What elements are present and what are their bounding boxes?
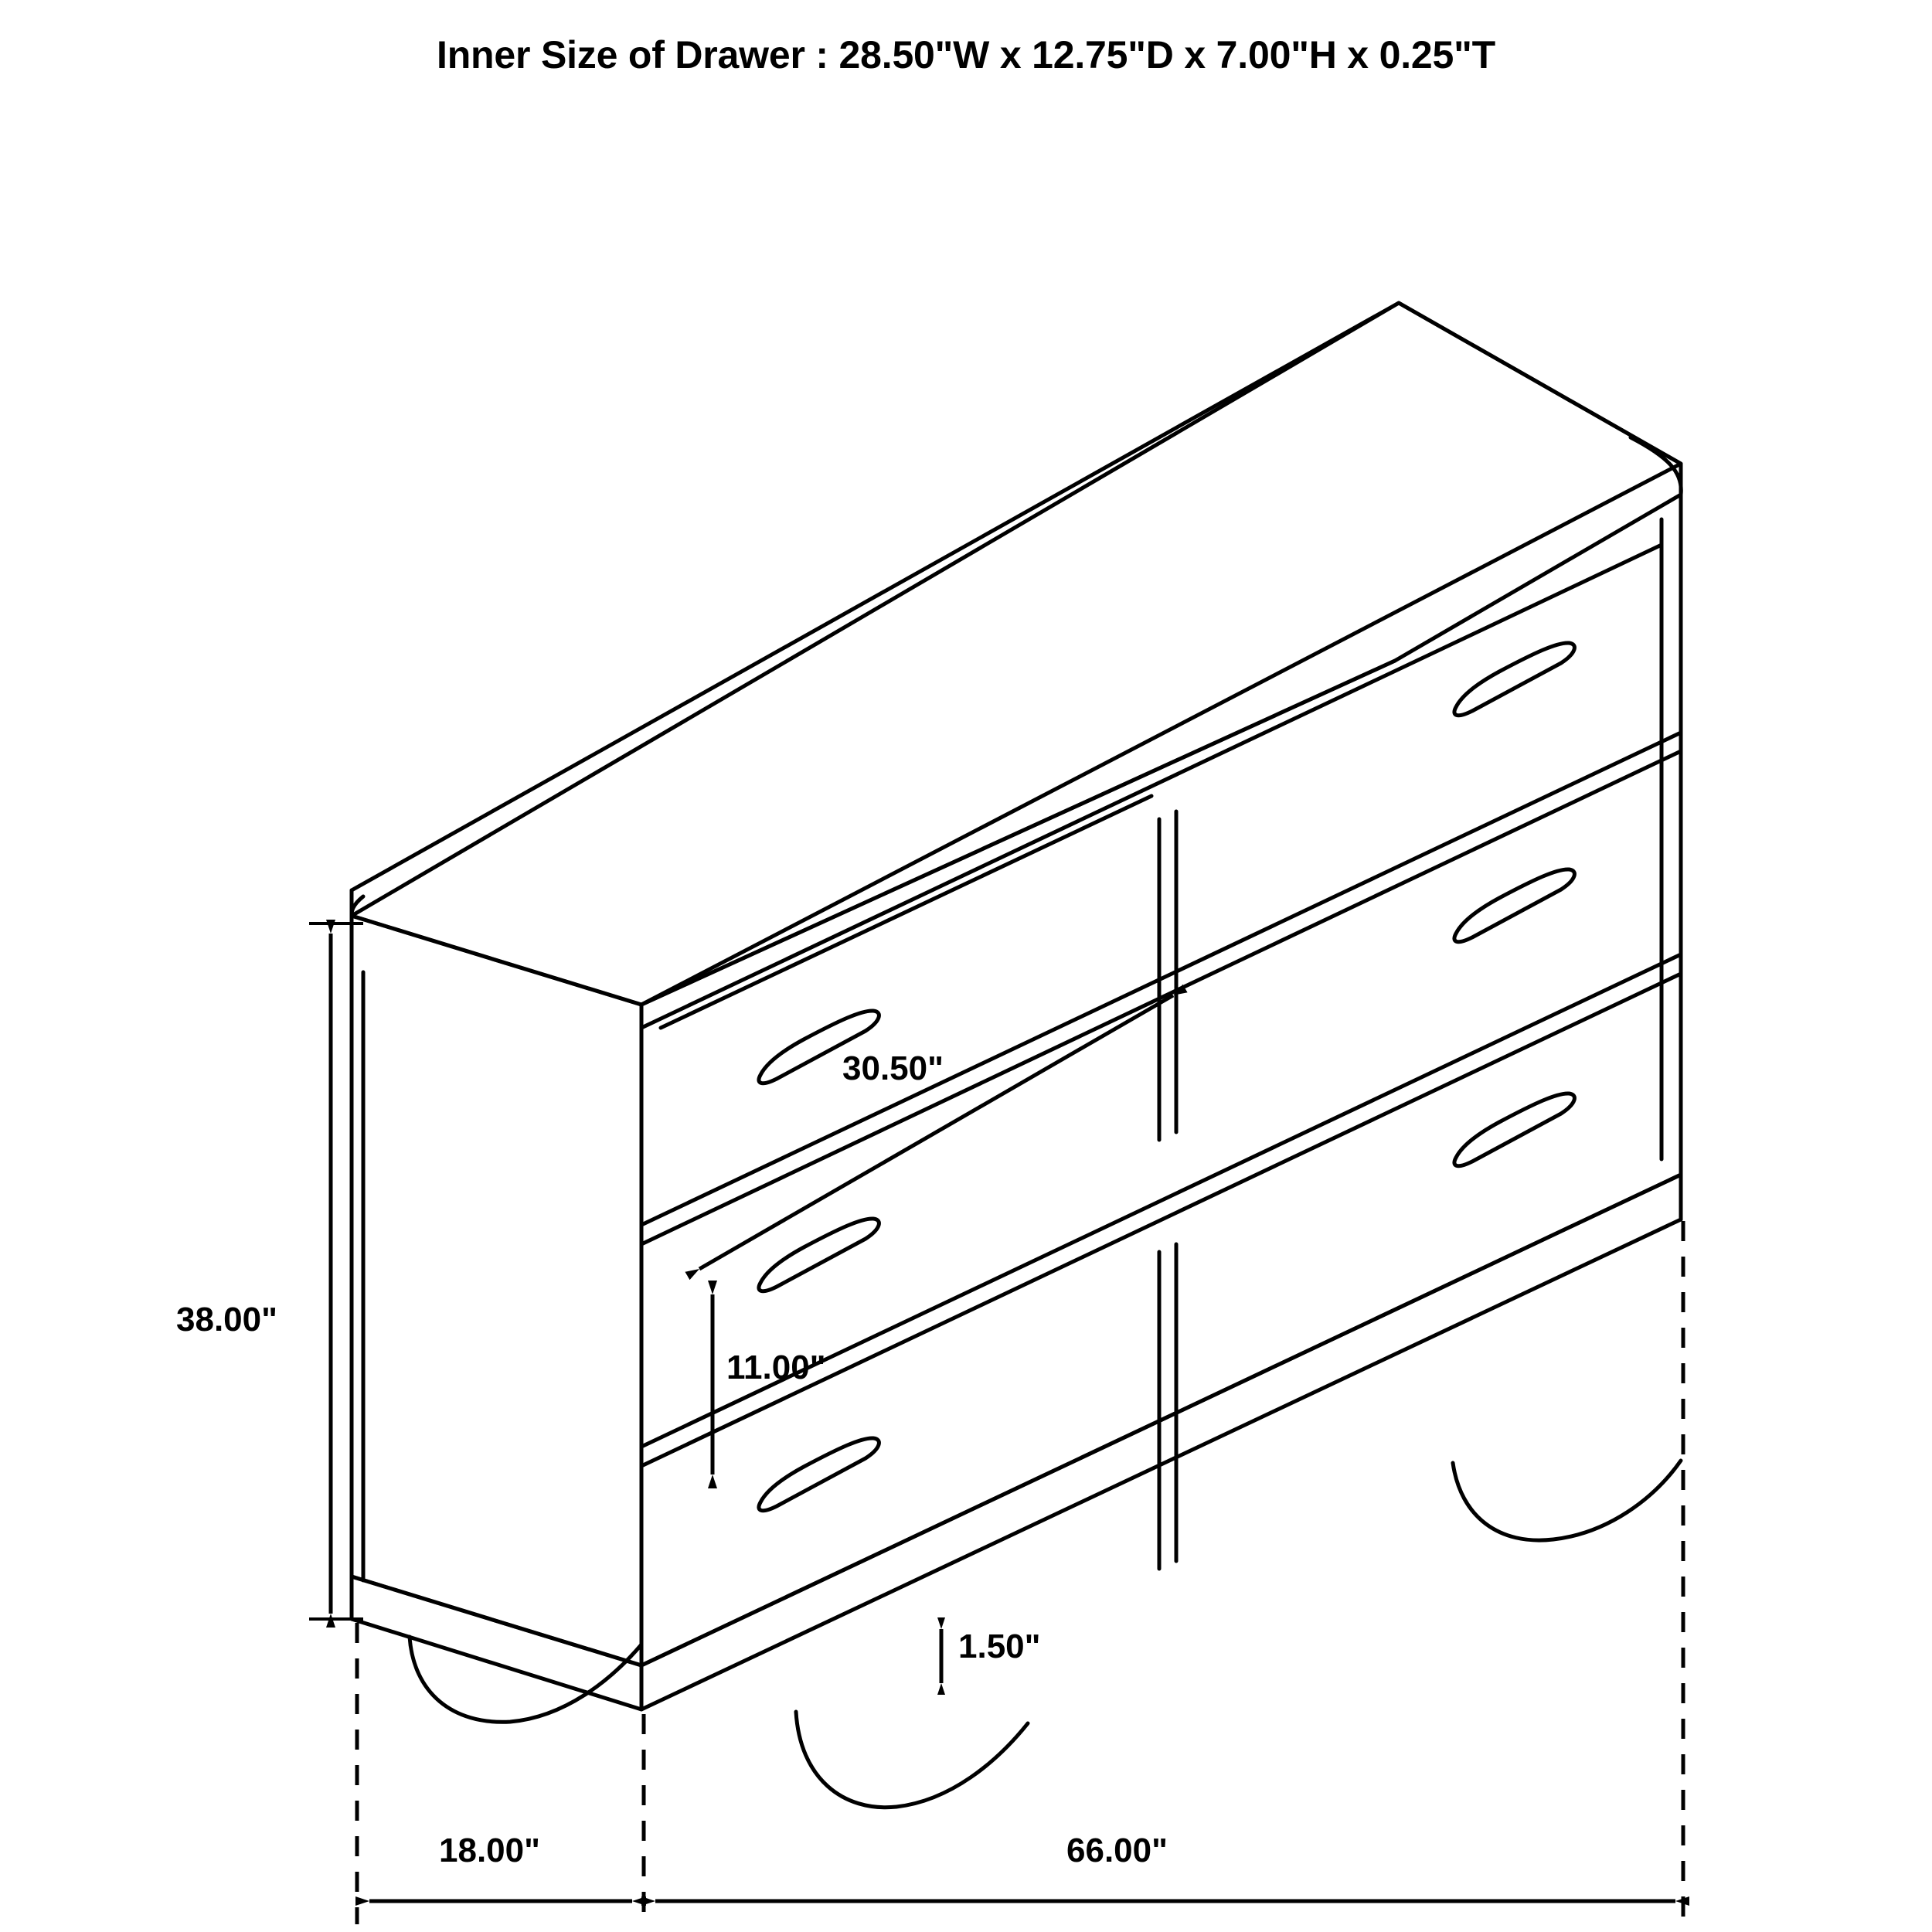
top-panel-face: [352, 303, 1681, 1005]
drawer-top-row-upper-edge: [641, 545, 1662, 1028]
dimension-lines: [309, 923, 1675, 1901]
dimension-label-drawer-front-width: 30.50": [842, 1049, 944, 1087]
handle-middle-right: [1454, 869, 1575, 942]
foot-right: [1453, 1461, 1681, 1540]
handle-bottom-right: [1454, 1094, 1575, 1166]
dresser-body: [352, 303, 1681, 1808]
dimension-label-overall-width: 66.00": [1066, 1832, 1168, 1869]
plinth-top-edge: [352, 1175, 1681, 1665]
dimension-label-plinth-height: 1.50": [958, 1628, 1041, 1665]
dimension-label-overall-height: 38.00": [176, 1301, 277, 1338]
handle-bottom-left: [759, 1438, 879, 1511]
left-side-panel: [352, 890, 641, 1665]
witness-lines: [357, 1221, 1683, 1924]
drawer-tl-top-edge: [661, 796, 1151, 1028]
handle-top-right: [1454, 643, 1575, 716]
diagram-title: Inner Size of Drawer : 28.50"W x 12.75"D x 7.00"H x 0.25"T: [437, 33, 1495, 77]
dimension-label-drawer-front-height: 11.00": [726, 1349, 826, 1386]
handle-middle-left: [759, 1219, 879, 1291]
dimension-label-overall-depth: 18.00": [439, 1832, 540, 1869]
foot-center: [796, 1712, 1028, 1808]
top-front-lower-edge: [641, 661, 1395, 1005]
top-panel-edge: [352, 303, 1681, 1005]
